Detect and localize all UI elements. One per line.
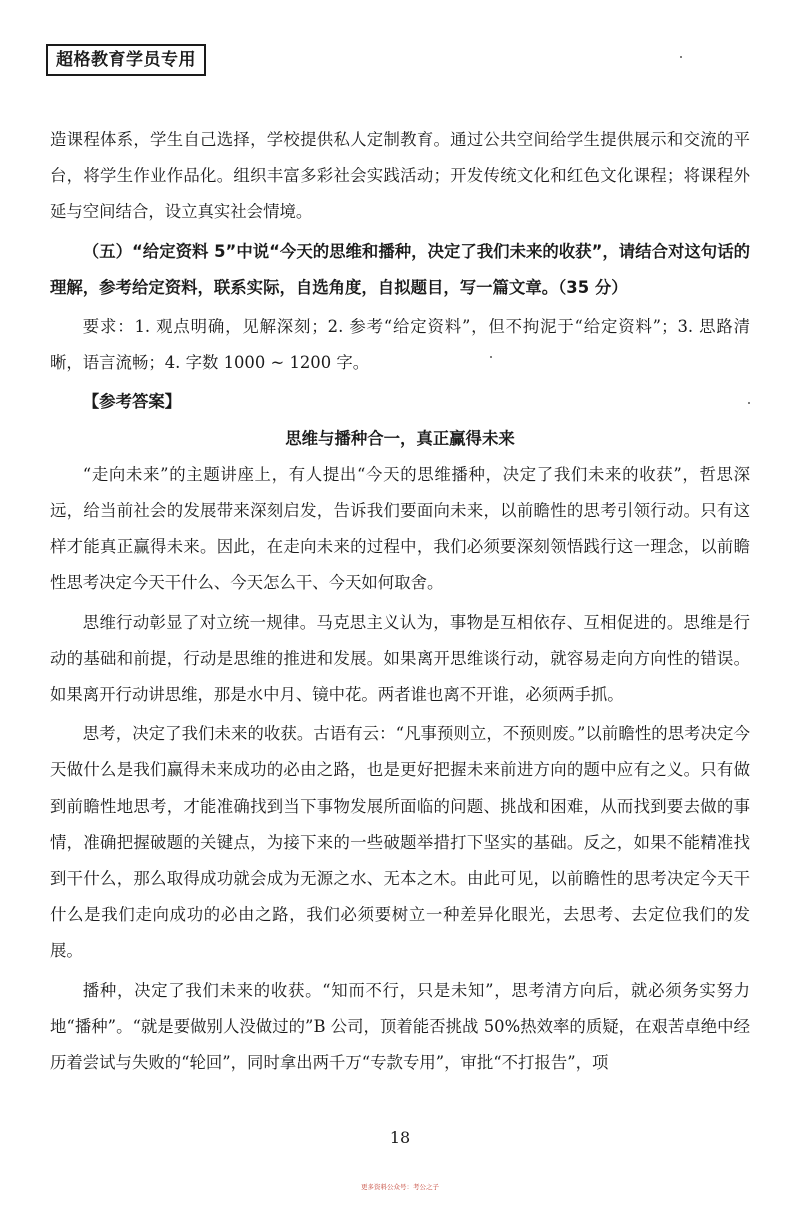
- question-prompt: （五）“给定资料 5”中说“今天的思维和播种，决定了我们未来的收获”，请结合对这句话的理解，参考给定资料，联系实际，自选角度，自拟题目，写一篇文章。（35 分）: [50, 241, 750, 297]
- page-number: 18: [389, 1128, 411, 1147]
- footer-note: 更多资料公众号：考公之子: [361, 1183, 439, 1191]
- requirements-paragraph: 要求：1. 观点明确，见解深刻；2. 参考“给定资料”，但不拘泥于“给定资料”；3. 思路清晰，语言流畅；4. 字数 1000 ~ 1200 字。: [50, 317, 750, 373]
- paragraph-continuation: 造课程体系，学生自己选择，学校提供私人定制教育。通过公共空间给学生提供展示和交流的平台，将学生作业作品化。组织丰富多彩社会实践活动；开发传统文化和红色文化课程；将课程外延与空间结合，设立真实社会情境。: [50, 130, 750, 222]
- header-stamp: 超格教育学员专用: [46, 44, 206, 76]
- essay-paragraph-2: 思维行动彰显了对立统一规律。马克思主义认为，事物是互相依存、互相促进的。思维是行动的基础和前提，行动是思维的推进和发展。如果离开思维谈行动，就容易走向方向性的错误。如果离开行动讲思维，那是水中月、镜中花。两者谁也离不开谁，必须两手抓。: [50, 612, 750, 705]
- answer-label: 【参考答案】: [82, 392, 182, 412]
- essay-title: 思维与播种合一，真正赢得未来: [285, 428, 515, 448]
- page-body: [50, 122, 750, 1081]
- scan-speck: [680, 56, 682, 58]
- essay-paragraph-4: 播种，决定了我们未来的收获。“知而不行，只是未知”，思考清方向后，就必须务实努力地“播种”。“就是要做别人没做过的”B 公司，顶着能否挑战 50%热效率的质疑，在艰苦卓绝中经历着尝试与失败的“轮回”，同时拿出两千万“专款专用”，审批“不打报告”，项: [50, 980, 750, 1073]
- essay-paragraph-3: 思考，决定了我们未来的收获。古语有云：“凡事预则立，不预则废。”以前瞻性的思考决定今天做什么是我们赢得未来成功的必由之路，也是更好把握未来前进方向的题中应有之义。只有做到前瞻性地思考，才能准确找到当下事物发展所面临的问题、挑战和困难，从而找到要去做的事情，准确把握破题的关键点，为接下来的一些破题举措打下坚实的基础。反之，如果不能精准找到干什么，那么取得成功就会成为无源之水、无本之木。由此可见，以前瞻性的思考决定今天干什么是我们走向成功的必由之路，我们必须要树立一种差异化眼光，去思考、去定位我们的发展。: [50, 724, 750, 961]
- essay-paragraph-1: “走向未来”的主题讲座上，有人提出“今天的思维播种，决定了我们未来的收获”，哲思深远，给当前社会的发展带来深刻启发，告诉我们要面向未来，以前瞻性的思考引领行动。只有这样才能真正赢得未来。因此，在走向未来的过程中，我们必须要深刻领悟践行这一理念，以前瞻性思考决定今天干什么、今天怎么干、今天如何取舍。: [50, 464, 750, 593]
- scan-speck: [748, 402, 750, 404]
- scan-speck: [490, 356, 492, 358]
